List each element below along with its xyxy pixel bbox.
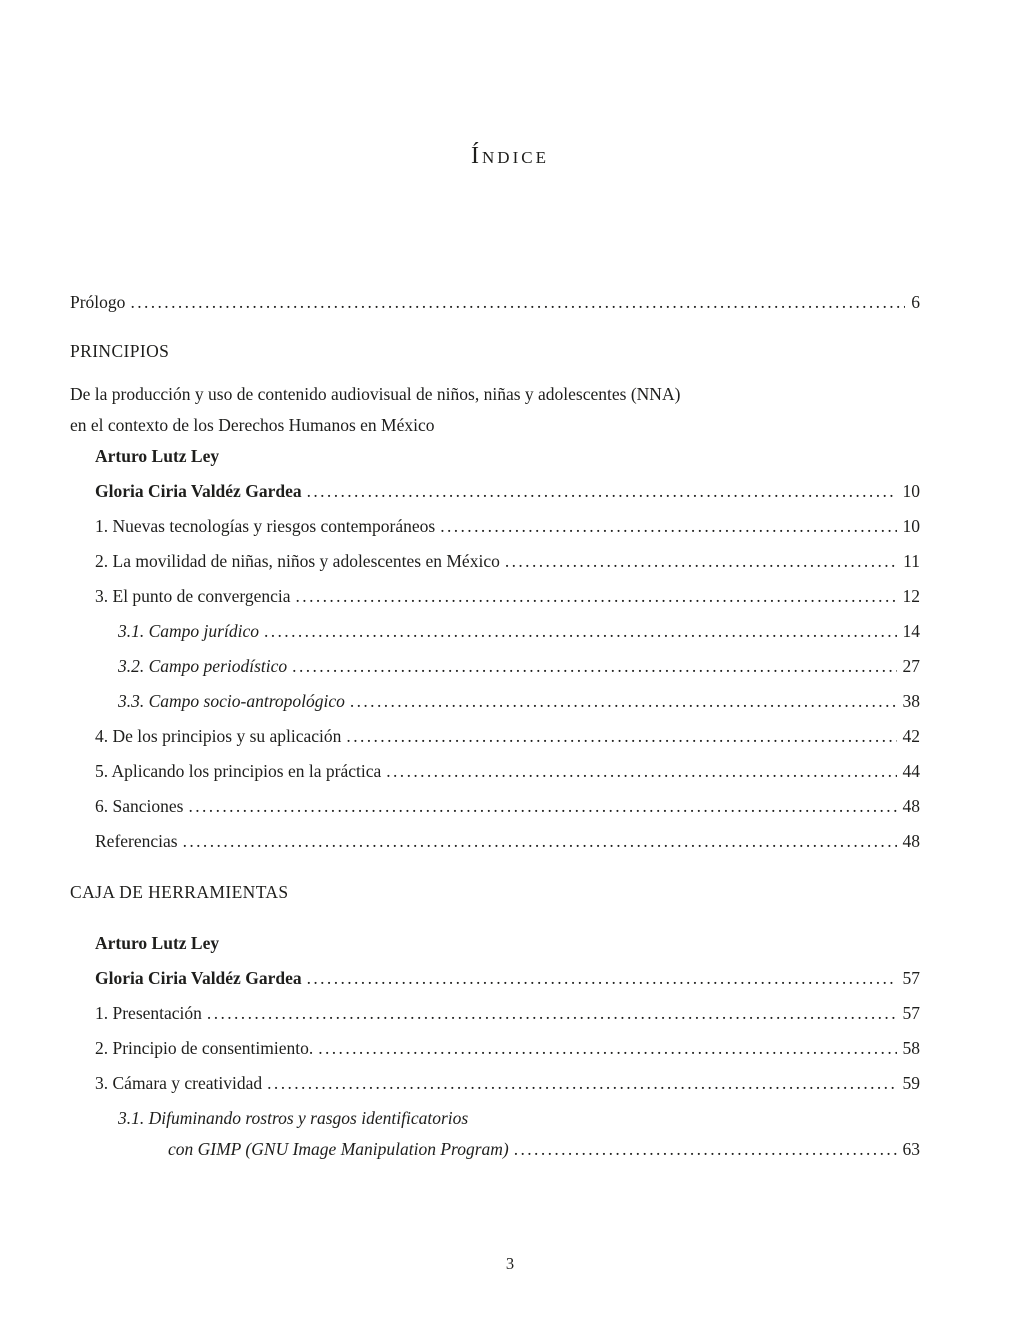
toc-entry-prologo	[70, 285, 920, 320]
toc-entry-page: 42	[902, 726, 920, 746]
toc-entry	[70, 544, 920, 579]
toc-entry-page: 6	[911, 292, 920, 312]
toc-entry-label: Referencias	[95, 831, 178, 851]
footer-page-number: 3	[505, 1254, 515, 1273]
dot-leader	[188, 789, 896, 824]
toc-entry-label: 1. Nuevas tecnologías y riesgos contemporáneos	[95, 516, 436, 536]
toc-entry-page: 12	[902, 586, 920, 606]
toc-entry-referencias	[70, 824, 920, 859]
toc-entry-label: Gloria Ciria Valdéz Gardea	[95, 481, 302, 501]
dot-leader	[307, 961, 897, 996]
toc-section-heading-principios	[70, 334, 920, 369]
toc-entry-page: 63	[902, 1139, 920, 1159]
dot-leader	[292, 649, 896, 684]
dot-leader	[130, 285, 905, 320]
toc-entry	[70, 996, 920, 1031]
dot-leader	[307, 474, 897, 509]
toc-entry-label: 5. Aplicando los principios en la práctica	[95, 761, 382, 781]
toc-list	[70, 285, 920, 1163]
toc-entry-label: Gloria Ciria Valdéz Gardea	[95, 968, 302, 988]
toc-entry	[70, 509, 920, 544]
toc-entry-label: en el contexto de los Derechos Humanos en México	[70, 415, 435, 435]
toc-entry	[70, 649, 920, 684]
toc-entry-label: 1. Presentación	[95, 1003, 202, 1023]
toc-entry-page: 14	[902, 621, 920, 641]
toc-author-entry	[70, 961, 920, 996]
toc-entry-label: con GIMP (GNU Image Manipulation Program)	[168, 1139, 509, 1159]
toc-entry	[70, 1101, 920, 1136]
dot-leader	[207, 996, 897, 1031]
toc-entry-label: 6. Sanciones	[95, 796, 184, 816]
toc-entry-label: 2. La movilidad de niñas, niños y adolescentes en México	[95, 551, 500, 571]
toc-entry	[70, 789, 920, 824]
toc-entry-label: 3.3. Campo socio-antropológico	[118, 691, 345, 711]
toc-entry-page: 48	[902, 831, 920, 851]
dot-leader	[346, 719, 896, 754]
dot-leader	[514, 1136, 897, 1163]
toc-entry-page: 27	[902, 656, 920, 676]
toc-entry-label: PRINCIPIOS	[70, 341, 170, 361]
toc-entry-label: 3.2. Campo periodístico	[118, 656, 288, 676]
toc-entry-page: 10	[902, 516, 920, 536]
toc-entry	[70, 754, 920, 789]
toc-entry-page: 10	[902, 481, 920, 501]
dot-leader	[296, 579, 897, 614]
toc-entry-label: Arturo Lutz Ley	[95, 933, 220, 953]
toc-entry-label: 3.1. Difuminando rostros y rasgos identificatorios	[118, 1108, 469, 1128]
section-description-line	[70, 412, 920, 439]
section-description-line	[70, 377, 920, 412]
toc-entry-page: 59	[902, 1073, 920, 1093]
toc-entry-label: 3. Cámara y creatividad	[95, 1073, 263, 1093]
toc-entry	[70, 719, 920, 754]
toc-entry-continuation-line	[70, 1136, 920, 1163]
toc-entry-page: 48	[902, 796, 920, 816]
toc-entry-page: 57	[902, 1003, 920, 1023]
toc-entry-page: 11	[903, 551, 920, 571]
toc-entry-label: De la producción y uso de contenido audiovisual de niños, niñas y adolescentes (NNA)	[70, 384, 681, 404]
toc-author-entry	[70, 474, 920, 509]
toc-entry-page: 57	[902, 968, 920, 988]
dot-leader	[440, 509, 896, 544]
toc-entry-label: Prólogo	[70, 292, 126, 312]
toc-entry-label: 4. De los principios y su aplicación	[95, 726, 342, 746]
toc-entry-label: 2. Principio de consentimiento.	[95, 1038, 314, 1058]
dot-leader	[505, 544, 897, 579]
toc-entry-label: 3.1. Campo jurídico	[118, 621, 259, 641]
toc-entry-label: 3. El punto de convergencia	[95, 586, 291, 606]
toc-entry-label: Arturo Lutz Ley	[95, 446, 220, 466]
toc-section-heading-caja-de-herramientas	[70, 875, 920, 910]
dot-leader	[183, 824, 897, 859]
toc-entry	[70, 614, 920, 649]
page-title: Índice	[471, 143, 549, 169]
dot-leader	[350, 684, 897, 719]
toc-author-entry	[70, 926, 920, 961]
toc-entry	[70, 1031, 920, 1066]
dot-leader	[386, 754, 896, 789]
toc-entry-page: 58	[902, 1038, 920, 1058]
toc-entry-page: 44	[902, 761, 920, 781]
toc-entry-label: CAJA DE HERRAMIENTAS	[70, 882, 289, 902]
toc-entry	[70, 579, 920, 614]
toc-author-entry	[70, 439, 920, 474]
dot-leader	[318, 1031, 896, 1066]
dot-leader	[264, 614, 897, 649]
toc-entry	[70, 684, 920, 719]
dot-leader	[267, 1066, 896, 1101]
toc-entry-page: 38	[902, 691, 920, 711]
toc-entry	[70, 1066, 920, 1101]
